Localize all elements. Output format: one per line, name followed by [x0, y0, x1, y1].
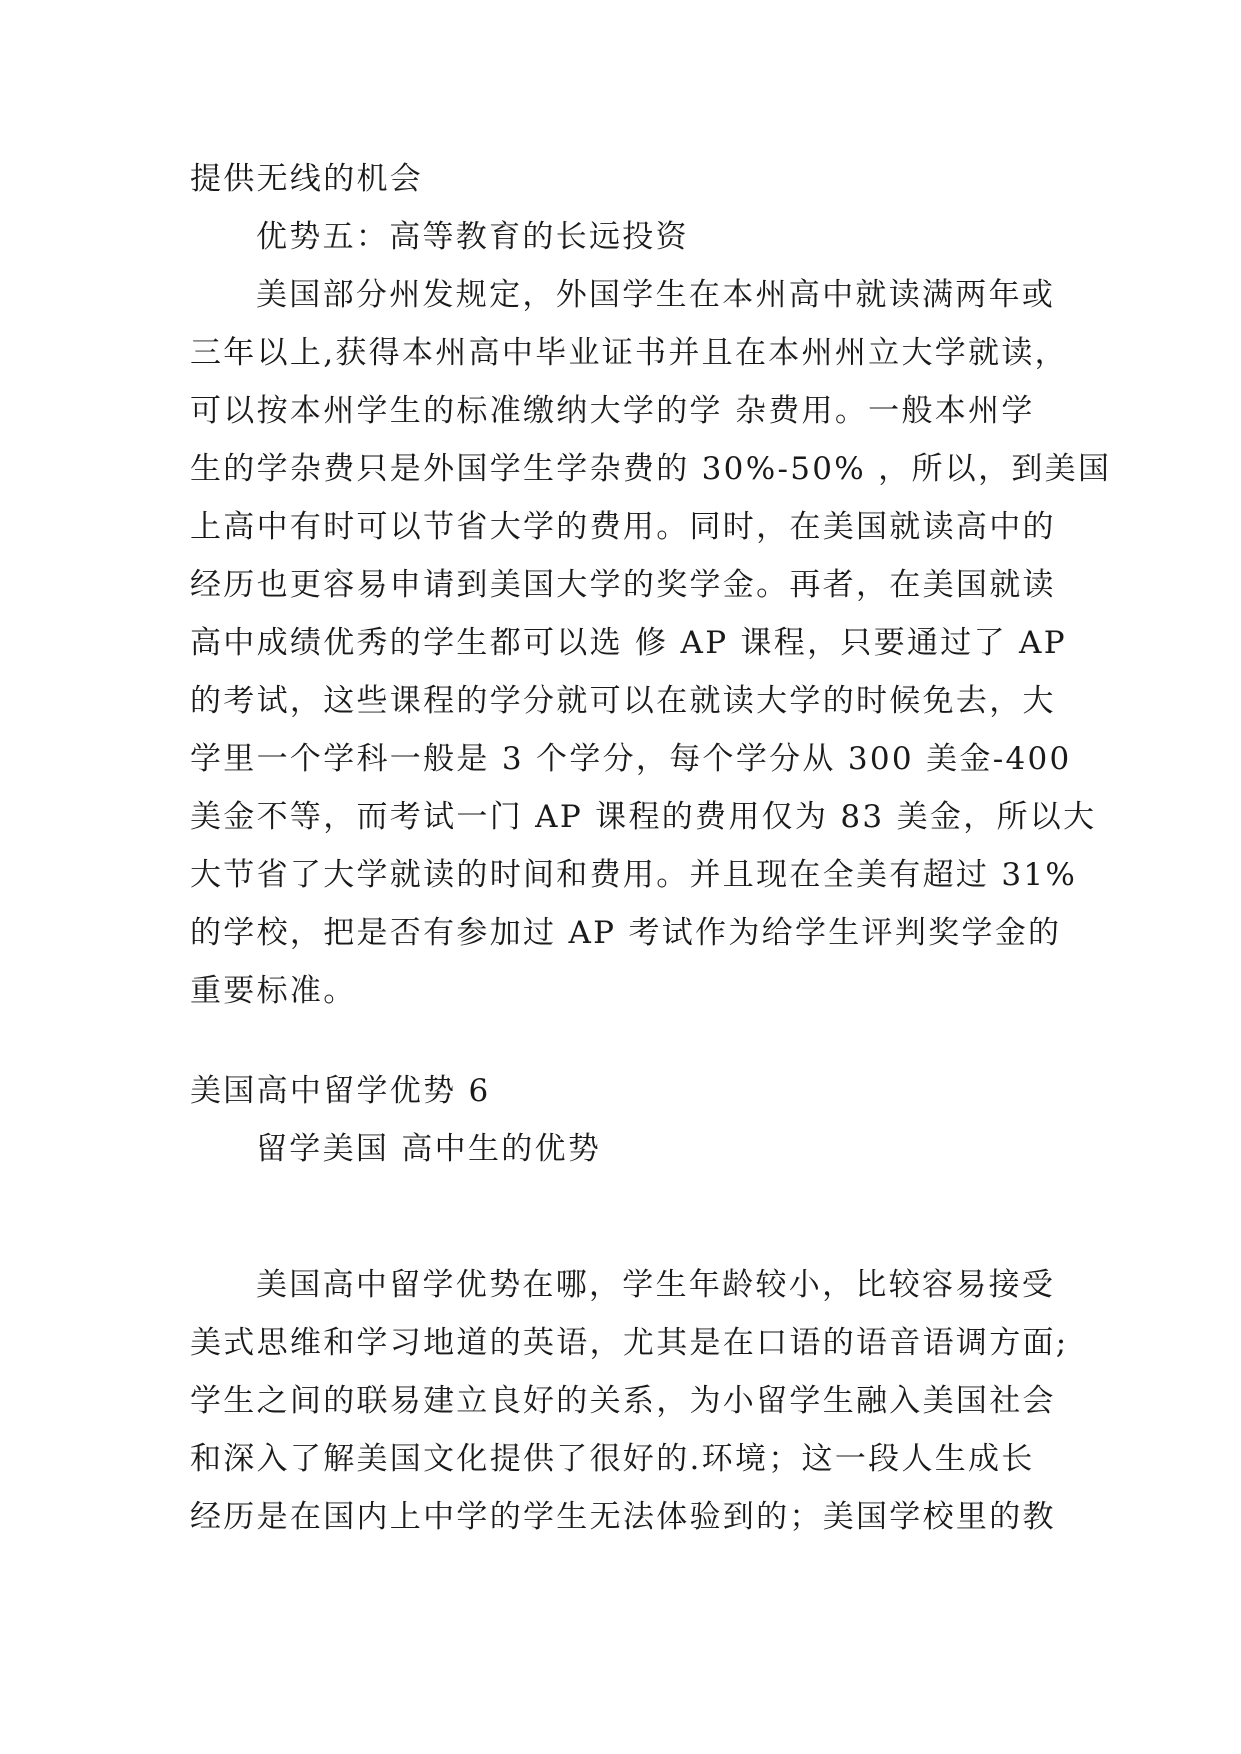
article-subtitle: 留学美国 高中生的优势	[256, 1131, 602, 1167]
trailing-line: 提供无线的机会	[190, 161, 424, 197]
paragraph-line: 三年以上,获得本州高中毕业证书并且在本州州立大学就读，	[190, 335, 1068, 371]
paragraph-line: 大节省了大学就读的时间和费用。并且现在全美有超过 31%	[190, 857, 1078, 893]
paragraph-line: 经历是在国内上中学的学生无法体验到的；美国学校里的教	[190, 1499, 1056, 1535]
section-heading: 优势五：高等教育的长远投资	[256, 219, 689, 255]
paragraph-line: 学生之间的联易建立良好的关系，为小留学生融入美国社会	[190, 1383, 1056, 1419]
document-page	[190, 150, 1112, 1546]
paragraph-line: 的学校，把是否有参加过 AP 考试作为给学生评判奖学金的	[190, 915, 1062, 951]
paragraph-line: 美国部分州发规定，外国学生在本州高中就读满两年或	[256, 277, 1056, 313]
paragraph-line: 美式思维和学习地道的英语，尤其是在口语的语音语调方面;	[190, 1325, 1069, 1361]
paragraph-line: 重要标准。	[190, 973, 357, 1009]
paragraph-line: 和深入了解美国文化提供了很好的.环境；这一段人生成长	[190, 1441, 1035, 1477]
paragraph-line: 生的学杂费只是外国学生学杂费的 30%-50% ，所以，到美国	[190, 451, 1112, 487]
article-title: 美国高中留学优势 6	[190, 1073, 491, 1109]
paragraph-line: 美国高中留学优势在哪，学生年龄较小，比较容易接受	[256, 1267, 1056, 1303]
paragraph-line: 美金不等，而考试一门 AP 课程的费用仅为 83 美金，所以大	[190, 799, 1097, 835]
paragraph-line: 高中成绩优秀的学生都可以选 修 AP 课程，只要通过了 AP	[190, 625, 1067, 661]
paragraph-line: 学里一个学科一般是 3 个学分，每个学分从 300 美金-400	[190, 741, 1072, 777]
section-spacer	[190, 1178, 1052, 1256]
paragraph-line: 上高中有时可以节省大学的费用。同时，在美国就读高中的	[190, 509, 1056, 545]
paragraph-line: 的考试，这些课程的学分就可以在就读大学的时候免去，大	[190, 683, 1056, 719]
section-spacer	[190, 1020, 1052, 1062]
paragraph-advantages	[190, 1256, 1069, 1546]
paragraph-line: 可以按本州学生的标准缴纳大学的学 杂费用。一般本州学	[190, 393, 1035, 429]
paragraph-line: 经历也更容易申请到美国大学的奖学金。再者，在美国就读	[190, 567, 1056, 603]
paragraph-higher-education	[190, 266, 1112, 1020]
